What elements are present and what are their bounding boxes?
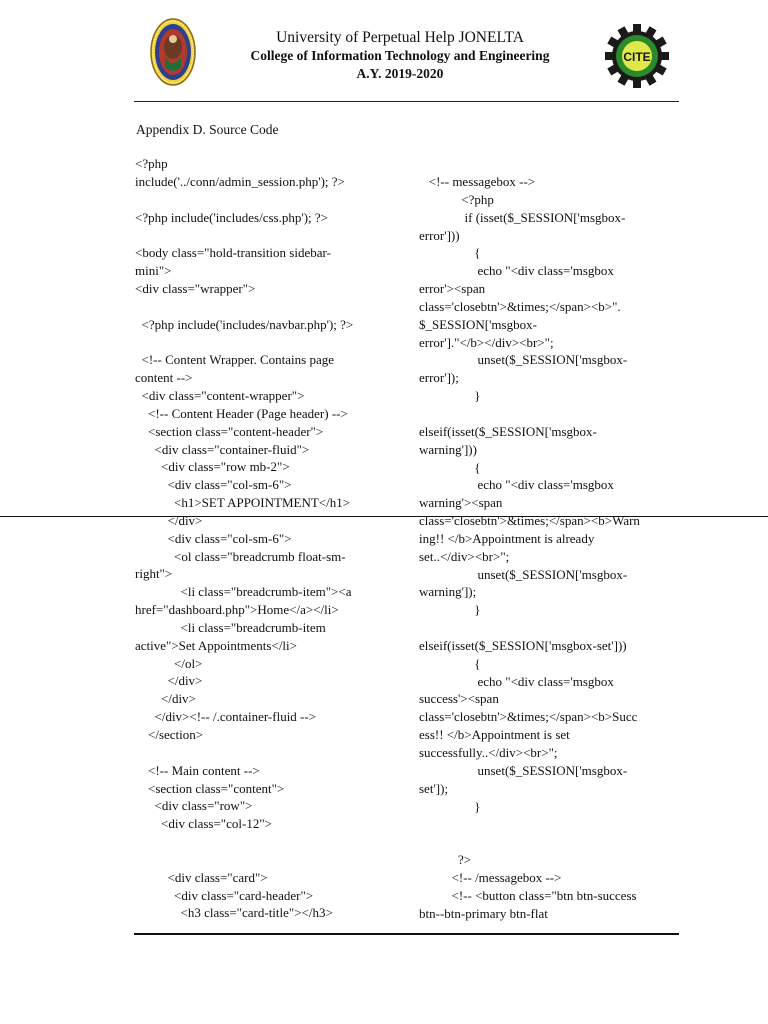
code-line: <!-- /messagebox --> [419,869,562,885]
code-line: <?php [135,156,168,171]
code-line: <section class="content"> [135,780,285,796]
cite-gear-logo-icon [603,24,671,88]
code-line: </div> [135,673,203,689]
code-line: include('../conn/admin_session.php'); ?> [135,173,345,189]
code-line: class='closebtn'>&times;</span><b>". [419,298,621,314]
code-line: <!-- Content Header (Page header) --> [135,405,348,421]
code-line: warning'])) [419,441,477,457]
code-line [135,298,397,316]
code-line: <div class="content-wrapper"> [135,387,305,403]
code-line: <?php include('includes/navbar.php'); ?> [135,316,354,332]
code-line: set..</div><br>"; [419,548,510,564]
code-line: elseif(isset($_SESSION['msgbox-set'])) [419,637,627,653]
code-line [135,191,397,209]
code-line: set']); [419,780,449,796]
code-line: <div class="wrapper"> [135,280,256,296]
code-line: mini"> [135,263,172,279]
code-line: <div class="row"> [135,798,253,814]
code-line: <div class="card"> [135,869,268,885]
footer-divider [134,933,679,935]
code-line: warning'><span [419,495,503,511]
code-line: echo "<div class='msgbox [419,673,614,689]
code-line: class='closebtn'>&times;</span><b>Succ [419,709,638,725]
header-divider [134,101,679,102]
code-line: <body class="hold-transition sidebar- [135,245,331,261]
code-line: <div class="col-sm-6"> [135,530,292,546]
letterhead [200,29,600,83]
code-line: <h1>SET APPOINTMENT</h1> [135,495,351,511]
code-line: { [419,245,481,261]
code-line: } [419,388,481,404]
academic-year: A.Y. 2019-2020 [356,66,444,81]
code-line: echo "<div class='msgbox [419,263,614,279]
code-line [135,851,397,869]
code-line: <!-- Main content --> [135,762,260,778]
code-line: unset($_SESSION['msgbox- [419,566,628,582]
code-line: <div class="container-fluid"> [135,441,310,457]
code-line: active">Set Appointments</li> [135,637,297,653]
code-line: </div> [135,691,196,707]
code-line: error']."</b></div><br>"; [419,334,554,350]
code-line: warning']); [419,584,477,600]
code-line: ess!! </b>Appointment is set [419,727,570,743]
university-name: University of Perpetual Help JONELTA [276,29,524,46]
code-line: <!-- Content Wrapper. Contains page [135,352,334,368]
code-line: if (isset($_SESSION['msgbox- [419,209,626,225]
code-line: { [419,459,481,475]
code-line: success'><span [419,691,499,707]
source-code-right-column [419,173,681,922]
code-line [419,815,681,833]
code-line: </div><!-- /.container-fluid --> [135,709,317,725]
code-line: right"> [135,566,173,582]
code-line: ?> [419,852,472,868]
code-line: <div class="col-sm-6"> [135,477,292,493]
appendix-title: Appendix D. Source Code [136,122,279,137]
code-line: <!-- messagebox --> [419,174,536,189]
code-line: error'><span [419,281,486,297]
code-line [135,744,397,762]
code-line [135,333,397,351]
code-line: { [419,655,481,671]
code-line [135,226,397,244]
code-line: <div class="row mb-2"> [135,459,290,475]
code-line: unset($_SESSION['msgbox- [419,762,628,778]
code-line: <!-- <button class="btn btn-success [419,887,637,903]
code-line: successfully..</div><br>"; [419,745,558,760]
code-line: <section class="content-header"> [135,423,324,439]
code-line: <h3 class="card-title"></h3> [135,905,333,921]
code-line: </section> [135,727,204,742]
code-line: <?php [419,191,494,207]
code-line: } [419,602,481,618]
code-line: elseif(isset($_SESSION['msgbox- [419,423,597,439]
code-line: class='closebtn'>&times;</span><b>Warn [419,513,640,529]
code-line [419,405,681,423]
code-line [419,833,681,851]
code-line: echo "<div class='msgbox [419,477,614,493]
code-line: href="dashboard.php">Home</a></li> [135,602,339,618]
code-line: error']); [419,370,459,386]
logo-text: CITE [623,50,651,64]
college-name: College of Information Technology and Engineering [250,48,550,63]
code-line: </ol> [135,655,203,671]
code-line: <div class="col-12"> [135,816,272,832]
code-line: $_SESSION['msgbox- [419,316,537,332]
code-line: <?php include('includes/css.php'); ?> [135,209,328,225]
source-code-left-column [135,155,397,922]
code-line: error'])) [419,227,460,243]
code-line: content --> [135,370,193,386]
code-line: unset($_SESSION['msgbox- [419,352,628,368]
code-line: } [419,798,481,814]
code-line [135,833,397,851]
code-line: ing!! </b>Appointment is already [419,530,595,546]
code-line: </div> [135,512,203,528]
code-line: btn--btn-primary btn-flat [419,905,548,921]
code-line: <div class="card-header"> [135,887,314,903]
scan-artifact-line [0,516,768,517]
university-seal-icon [150,17,196,87]
code-line: <li class="breadcrumb-item"><a [135,584,352,600]
code-line: <li class="breadcrumb-item [135,619,326,635]
code-line [419,619,681,637]
code-line: <ol class="breadcrumb float-sm- [135,548,346,564]
